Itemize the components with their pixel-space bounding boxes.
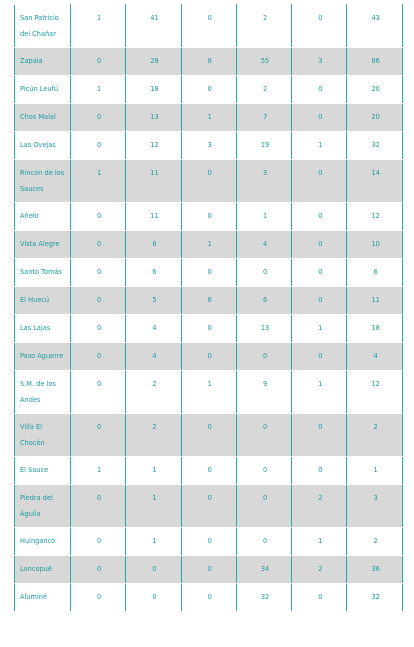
table-row bbox=[15, 556, 403, 584]
table-cell: 0 bbox=[236, 259, 291, 287]
row-label: El Sauce bbox=[15, 457, 71, 485]
table-cell: 0 bbox=[236, 343, 291, 371]
table-cell: 1 bbox=[126, 528, 181, 556]
table-cell: 0 bbox=[292, 287, 347, 315]
row-label: Aluminé bbox=[15, 584, 71, 612]
table-cell: 1 bbox=[71, 160, 126, 203]
table-cell: 0 bbox=[71, 259, 126, 287]
table-cell: 0 bbox=[181, 414, 236, 457]
table-cell: 0 bbox=[181, 315, 236, 343]
table-cell: 1 bbox=[292, 371, 347, 414]
table-row bbox=[15, 132, 403, 160]
table-cell: 0 bbox=[71, 414, 126, 457]
table-row bbox=[15, 48, 403, 76]
table-cell: 20 bbox=[347, 76, 402, 104]
table-cell: 86 bbox=[347, 48, 402, 76]
table-row bbox=[15, 104, 403, 132]
table-cell: 4 bbox=[126, 343, 181, 371]
table-cell: 0 bbox=[71, 203, 126, 231]
table-cell: 0 bbox=[292, 104, 347, 132]
table-cell: 0 bbox=[292, 160, 347, 203]
table-cell: 3 bbox=[347, 485, 402, 528]
table-cell: 3 bbox=[292, 48, 347, 76]
table-cell: 1 bbox=[292, 315, 347, 343]
table-cell: 6 bbox=[126, 259, 181, 287]
table-cell: 41 bbox=[126, 5, 181, 48]
table-cell: 1 bbox=[181, 231, 236, 259]
table-cell: 1 bbox=[292, 132, 347, 160]
table-cell: 2 bbox=[126, 371, 181, 414]
table-cell: 0 bbox=[292, 259, 347, 287]
table-cell: 3 bbox=[181, 132, 236, 160]
row-label: S.M. de los Andes bbox=[15, 371, 71, 414]
table-cell: 2 bbox=[126, 414, 181, 457]
table-row bbox=[15, 485, 403, 528]
table-cell: 11 bbox=[347, 287, 402, 315]
table-row bbox=[15, 315, 403, 343]
row-label: Rincón de los Sauces bbox=[15, 160, 71, 203]
table-cell: 0 bbox=[292, 5, 347, 48]
row-label: Zapala bbox=[15, 48, 71, 76]
table-row bbox=[15, 5, 403, 48]
table-cell: 0 bbox=[71, 48, 126, 76]
table-cell: 8 bbox=[181, 48, 236, 76]
data-table bbox=[14, 4, 403, 612]
table-cell: 0 bbox=[292, 343, 347, 371]
table-row bbox=[15, 287, 403, 315]
table-cell: 36 bbox=[347, 556, 402, 584]
table-body bbox=[15, 5, 403, 612]
table-cell: 0 bbox=[181, 76, 236, 104]
table-cell: 1 bbox=[71, 76, 126, 104]
table-cell: 1 bbox=[71, 5, 126, 48]
table-cell: 32 bbox=[347, 132, 402, 160]
table-cell: 0 bbox=[292, 457, 347, 485]
row-label: Añelo bbox=[15, 203, 71, 231]
table-cell: 1 bbox=[126, 485, 181, 528]
row-label: San Patricio del Chañar bbox=[15, 5, 71, 48]
table-cell: 0 bbox=[181, 584, 236, 612]
table-cell: 0 bbox=[181, 259, 236, 287]
table-cell: 0 bbox=[181, 457, 236, 485]
table-cell: 43 bbox=[347, 5, 402, 48]
table-cell: 6 bbox=[181, 287, 236, 315]
table-cell: 0 bbox=[71, 556, 126, 584]
table-cell: 0 bbox=[236, 528, 291, 556]
table-cell: 19 bbox=[236, 132, 291, 160]
table-cell: 0 bbox=[292, 231, 347, 259]
table-cell: 7 bbox=[236, 104, 291, 132]
table-cell: 2 bbox=[292, 556, 347, 584]
table-cell: 4 bbox=[236, 231, 291, 259]
table-cell: 55 bbox=[236, 48, 291, 76]
table-cell: 6 bbox=[126, 231, 181, 259]
table-cell: 18 bbox=[126, 76, 181, 104]
row-label: Loncopué bbox=[15, 556, 71, 584]
table-cell: 9 bbox=[236, 371, 291, 414]
table-cell: 1 bbox=[126, 457, 181, 485]
row-label: Picún Leufú bbox=[15, 76, 71, 104]
table-row bbox=[15, 371, 403, 414]
table-row bbox=[15, 414, 403, 457]
row-label: Vista Alegre bbox=[15, 231, 71, 259]
table-cell: 1 bbox=[236, 203, 291, 231]
table-cell: 0 bbox=[71, 343, 126, 371]
row-label: Villa El Chocón bbox=[15, 414, 71, 457]
table-cell: 13 bbox=[126, 104, 181, 132]
table-cell: 10 bbox=[347, 231, 402, 259]
table-cell: 0 bbox=[71, 132, 126, 160]
table-cell: 0 bbox=[181, 343, 236, 371]
table-cell: 0 bbox=[236, 414, 291, 457]
table-cell: 0 bbox=[71, 528, 126, 556]
table-row bbox=[15, 528, 403, 556]
table-cell: 0 bbox=[292, 76, 347, 104]
table-cell: 32 bbox=[347, 584, 402, 612]
table-cell: 0 bbox=[292, 203, 347, 231]
table-cell: 11 bbox=[126, 160, 181, 203]
table-cell: 1 bbox=[292, 528, 347, 556]
table-cell: 0 bbox=[181, 5, 236, 48]
table-cell: 13 bbox=[236, 315, 291, 343]
table-cell: 11 bbox=[126, 203, 181, 231]
table-cell: 2 bbox=[347, 528, 402, 556]
table-row bbox=[15, 343, 403, 371]
row-label: Santo Tomás bbox=[15, 259, 71, 287]
table-cell: 28 bbox=[126, 48, 181, 76]
table-row bbox=[15, 259, 403, 287]
table-cell: 2 bbox=[236, 5, 291, 48]
table-row bbox=[15, 203, 403, 231]
table-cell: 5 bbox=[126, 287, 181, 315]
table-cell: 1 bbox=[181, 371, 236, 414]
table-cell: 3 bbox=[236, 160, 291, 203]
table-cell: 0 bbox=[71, 315, 126, 343]
table-cell: 0 bbox=[71, 584, 126, 612]
table-cell: 34 bbox=[236, 556, 291, 584]
table-cell: 2 bbox=[292, 485, 347, 528]
table-cell: 6 bbox=[347, 259, 402, 287]
row-label: Las Lajas bbox=[15, 315, 71, 343]
table-cell: 0 bbox=[292, 584, 347, 612]
table-cell: 4 bbox=[126, 315, 181, 343]
table-row bbox=[15, 231, 403, 259]
table-cell: 2 bbox=[347, 414, 402, 457]
table-cell: 0 bbox=[236, 457, 291, 485]
table-cell: 20 bbox=[347, 104, 402, 132]
table-cell: 0 bbox=[126, 584, 181, 612]
table-cell: 18 bbox=[347, 315, 402, 343]
table-cell: 2 bbox=[236, 76, 291, 104]
row-label: Piedra del Águila bbox=[15, 485, 71, 528]
table-cell: 32 bbox=[236, 584, 291, 612]
row-label: Chos Malal bbox=[15, 104, 71, 132]
table-cell: 0 bbox=[181, 485, 236, 528]
data-table-wrapper bbox=[14, 4, 402, 612]
table-cell: 12 bbox=[347, 203, 402, 231]
table-cell: 14 bbox=[347, 160, 402, 203]
table-cell: 4 bbox=[347, 343, 402, 371]
table-row bbox=[15, 457, 403, 485]
table-cell: 0 bbox=[126, 556, 181, 584]
table-row bbox=[15, 160, 403, 203]
table-cell: 0 bbox=[181, 556, 236, 584]
table-cell: 0 bbox=[181, 160, 236, 203]
table-cell: 0 bbox=[71, 287, 126, 315]
table-cell: 0 bbox=[71, 485, 126, 528]
table-row bbox=[15, 76, 403, 104]
table-cell: 0 bbox=[71, 104, 126, 132]
table-cell: 1 bbox=[347, 457, 402, 485]
table-cell: 0 bbox=[71, 231, 126, 259]
table-cell: 6 bbox=[236, 287, 291, 315]
table-cell: 0 bbox=[181, 203, 236, 231]
table-cell: 12 bbox=[347, 371, 402, 414]
row-label: Paso Aguerre bbox=[15, 343, 71, 371]
table-row bbox=[15, 584, 403, 612]
row-label: El Huecú bbox=[15, 287, 71, 315]
table-cell: 0 bbox=[181, 528, 236, 556]
table-cell: 0 bbox=[236, 485, 291, 528]
table-cell: 0 bbox=[71, 371, 126, 414]
table-cell: 12 bbox=[126, 132, 181, 160]
row-label: Huinganco bbox=[15, 528, 71, 556]
table-cell: 0 bbox=[292, 414, 347, 457]
table-cell: 1 bbox=[71, 457, 126, 485]
table-cell: 1 bbox=[181, 104, 236, 132]
row-label: Las Ovejas bbox=[15, 132, 71, 160]
